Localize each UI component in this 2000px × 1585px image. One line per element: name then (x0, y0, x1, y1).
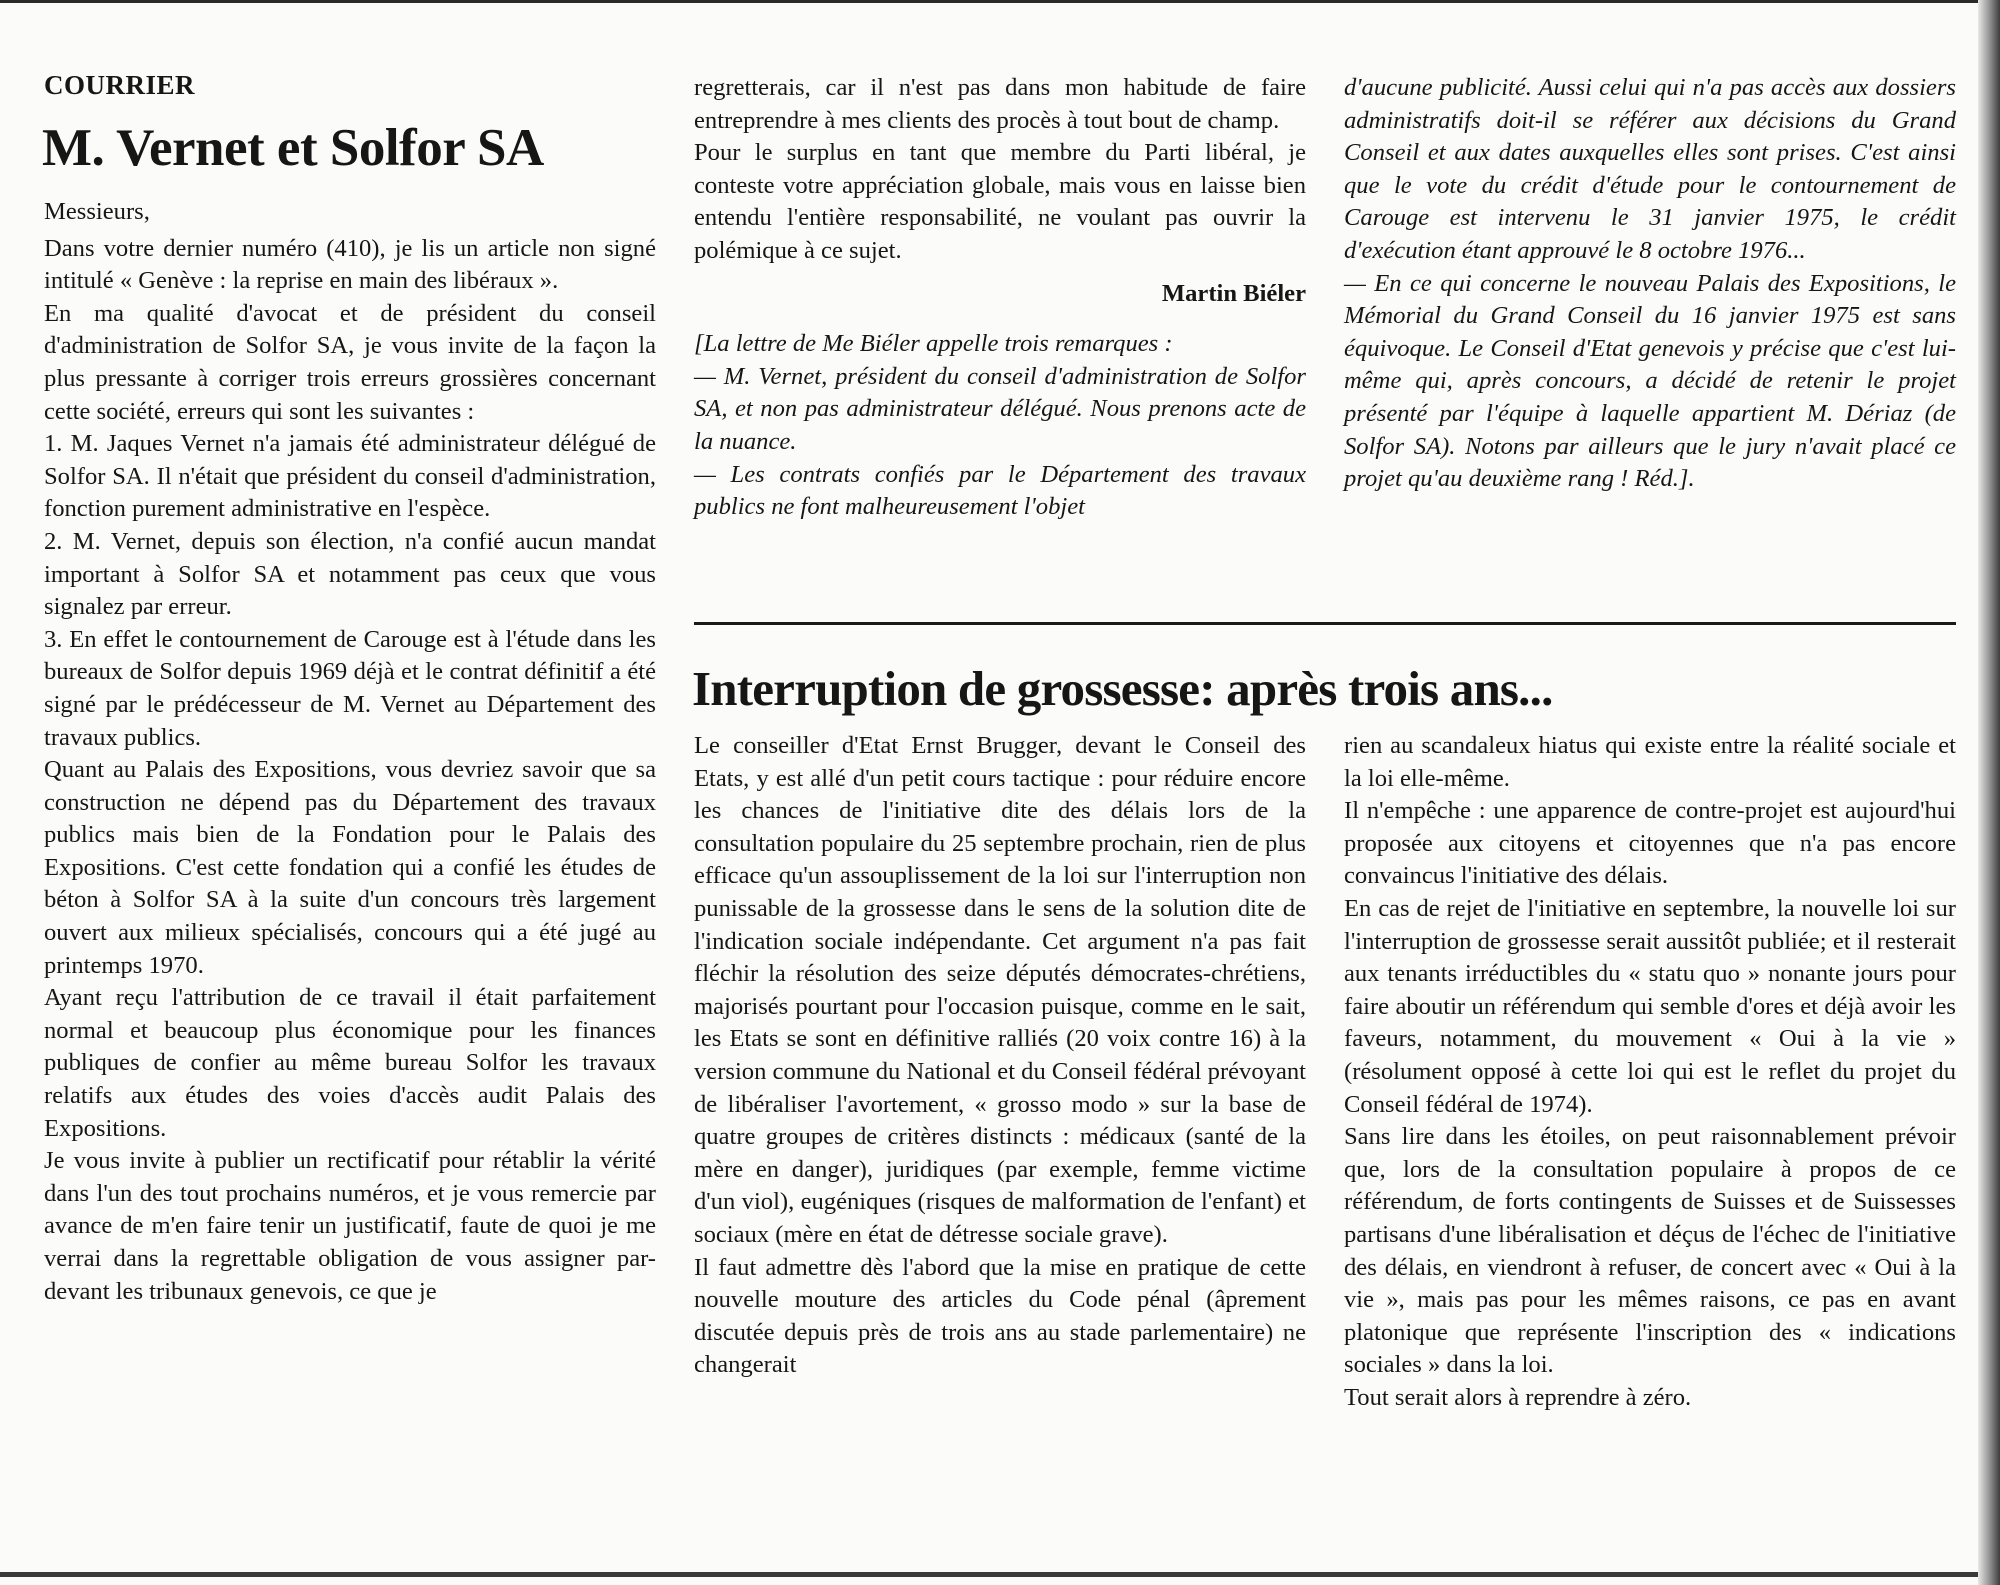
editor-note: — M. Vernet, président du conseil d'administration de Solfor SA, et non pas administrateur délégué. Nous prenons acte de la nuance. (694, 362, 1306, 455)
paragraph: 3. En effet le contournement de Carouge est à l'étude dans les bureaux de Solfor depuis 1969 déjà et le contrat définitif a été signé par le prédécesseur de M. Vernet au Département des travaux publics. (44, 625, 656, 751)
page-edge-shadow (1978, 0, 2000, 1585)
paragraph: Dans votre dernier numéro (410), je lis un article non signé intitulé « Genève : la reprise en main des libéraux ». (44, 234, 656, 295)
paragraph: Sans lire dans les étoiles, on peut raisonnablement prévoir que, lors de la consultation populaire à propos de ce référendum, de forts contingents de Suisses et de Suissesses partisans d'une libéralisation et déçus de l'échec de l'initiative des délais, en viendront à refuser, de concert avec « Oui à la vie », mais pas pour les mêmes raisons, ce pas en avant platonique que représente l'inscription des « indications sociales » dans la loi. (1344, 1123, 1956, 1379)
editor-note: — En ce qui concerne le nouveau Palais des Expositions, le Mémorial du Grand Conseil du 16 janvier 1975 est sans équivoque. Le Conseil d'Etat genevois y précise que c'est lui-même qui, après concours, a décidé de retenir le projet présenté par l'équipe à laquelle appartient M. Dériaz (de Solfor SA). Notons par ailleurs que le jury n'avait placé ce projet qu'au deuxième rang ! Réd.]. (1344, 269, 1956, 493)
paragraph: En ma qualité d'avocat et de président du conseil d'administration de Solfor SA, je vous invite de la façon la plus pressante à corriger trois erreurs grossières concernant cette société, erreurs qui sont les suivantes : (44, 299, 656, 425)
paragraph: Il n'empêche : une apparence de contre-projet est aujourd'hui proposée aux citoyens et citoyennes que n'a pas encore convaincus l'initiative des délais. (1344, 797, 1956, 890)
article1-column-2 (694, 72, 1306, 524)
article1-column-1 (44, 196, 656, 1308)
paragraph-split-start: Il faut admettre dès l'abord que la mise en pratique de cette nouvelle mouture des articles du Code pénal (âprement discutée depuis près de trois ans au stade parlementaire) ne changerait (694, 1253, 1306, 1379)
paragraph-split-end: rien au scandaleux hiatus qui existe entre la réalité sociale et la loi elle-même. (1344, 732, 1956, 792)
paragraph: Pour le surplus en tant que membre du Parti libéral, je conteste votre appréciation globale, mais vous en laisse bien entendu l'entière responsabilité, ne voulant pas ouvrir la polémique à ce sujet. (694, 139, 1306, 264)
article2-column-1 (694, 730, 1306, 1382)
article-title: M. Vernet et Solfor SA (42, 119, 544, 177)
paragraph: En cas de rejet de l'initiative en septembre, la nouvelle loi sur l'interruption de grossesse serait aussitôt publiée; et il resterait aux tenants irréductibles du « statu quo » nonante jours pour faire aboutir un référendum qui semble d'ores et déjà avoir les faveurs, notamment, du mouvement « Oui à la vie » (résolument opposé à cette loi qui est le reflet du projet du Conseil fédéral de 1974). (1344, 894, 1956, 1118)
paragraph: 2. M. Vernet, depuis son élection, n'a confié aucun mandat important à Solfor SA et notamment pas ceux que vous signalez par erreur. (44, 527, 656, 621)
article2-column-2 (1344, 730, 1956, 1414)
article-title: Interruption de grossesse: après trois ans... (692, 661, 1553, 716)
signature: Martin Biéler (1161, 279, 1306, 307)
paragraph: 1. M. Jaques Vernet n'a jamais été administrateur délégué de Solfor SA. Il n'était que président du conseil d'administration, fonction purement administrative en l'espèce. (44, 430, 656, 523)
top-rule (0, 0, 2000, 3)
paragraph-split-end: regretterais, car il n'est pas dans mon habitude de faire entreprendre à mes clients des procès à tout bout de champ. (694, 74, 1306, 134)
paragraph: Le conseiller d'Etat Ernst Brugger, devant le Conseil des Etats, y est allé d'un petit cours tactique : pour réduire encore les chances de l'initiative dite des délais lors de la consultation populaire du 25 septembre prochain, rien de plus efficace qu'un assouplissement de la loi sur l'interruption non punissable de la grossesse dans le sens de la solution dite de l'indication sociale indépendante. Cet argument n'a pas fait fléchir la résolution des seize députés démocrates-chrétiens, majorisés pourtant pour l'occasion puisque, comme en le sait, les Etats se sont en définitive ralliés (20 voix contre 16) à la version commune du National et du Conseil fédéral prévoyant de libéraliser l'avortement, « grosso modo » sur la base de quatre groupes de critères distincts : médicaux (santé de la mère en danger), juridiques (par exemple, femme victime d'un viol), eugéniques (risques de malformation de l'enfant) et sociaux (mère en état de détresse sociale grave). (694, 732, 1306, 1248)
article-divider (694, 622, 1956, 625)
editor-note-split-end: d'aucune publicité. Aussi celui qui n'a pas accès aux dossiers administratifs doit-il se référer aux décisions du Grand Conseil et aux dates auxquelles elles sont prises. C'est ainsi que le vote du crédit d'étude pour le contournement de Carouge est intervenu le 31 janvier 1975, le crédit d'exécution étant approuvé le 8 octobre 1976... (1344, 74, 1956, 264)
paragraph: Quant au Palais des Expositions, vous devriez savoir que sa construction ne dépend pas du Département des travaux publics mais bien de la Fondation pour le Palais des Expositions. C'est cette fondation qui a confié les études de béton à Solfor SA à la suite d'un concours très largement ouvert aux milieux spécialisés, concours qui a été jugé au printemps 1970. (44, 756, 656, 979)
article1-column-3 (1344, 72, 1956, 496)
bottom-rule (0, 1572, 1985, 1577)
editor-note: [La lettre de Me Biéler appelle trois remarques : (694, 330, 1173, 358)
paragraph: Tout serait alors à reprendre à zéro. (1344, 1383, 1692, 1411)
editor-note-split-start: — Les contrats confiés par le Département des travaux publics ne font malheureusement l'objet (694, 460, 1306, 521)
paragraph: Messieurs, (44, 198, 150, 225)
paragraph-split-start: Je vous invite à publier un rectificatif pour rétablir la vérité dans l'un des tout prochains numéros, et je vous remercie par avance de m'en faire tenir un justificatif, faute de quoi je me verrai dans la regrettable obligation de vous assigner par-devant les tribunaux genevois, ce que je (44, 1147, 656, 1305)
paragraph: Ayant reçu l'attribution de ce travail il était parfaitement normal et beaucoup plus économique pour les finances publiques de confier au même bureau Solfor les travaux relatifs aux études des voies d'accès audit Palais des Expositions. (44, 984, 656, 1142)
section-kicker: COURRIER (44, 70, 196, 100)
